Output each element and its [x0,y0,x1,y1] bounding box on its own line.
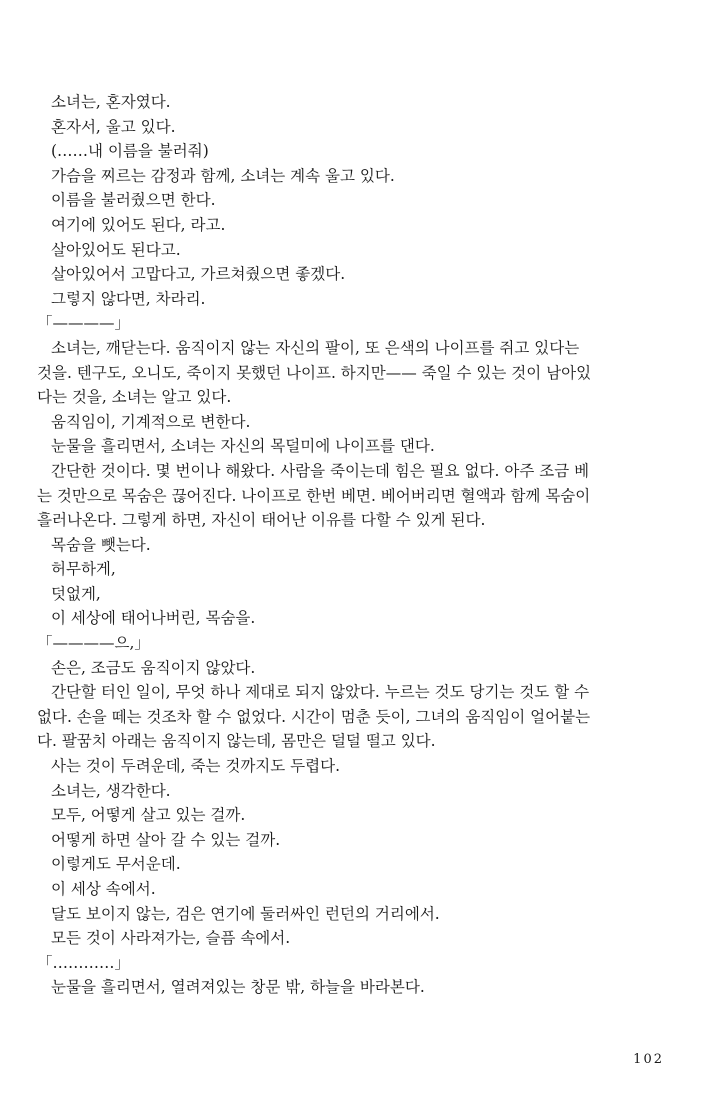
text-line: 이 세상 속에서. [51,880,156,898]
text-line: 다. 팔꿈치 아래는 움직이지 않는데, 몸만은 덜덜 떨고 있다. [37,732,436,751]
page-number: 102 [633,1052,664,1067]
text-line: 허무하게, [51,560,116,579]
text-line: 다는 것을, 소녀는 알고 있다. [37,388,232,407]
text-line: 그렇지 않다면, 차라리. [51,289,206,308]
text-line: 어떻게 하면 살아 갈 수 있는 걸까. [51,830,281,849]
text-line: 는 것만으로 목숨은 끊어진다. 나이프로 한번 베면. 베어버리면 혈액과 함께 목숨이 [37,486,591,505]
text-line: (……내 이름을 불러줘) [51,142,209,161]
text-line: 혼자서, 울고 있다. [51,117,176,136]
text-line: 모든 것이 사라져가는, 슬픔 속에서. [51,929,291,948]
text-line: 소녀는, 혼자였다. [51,93,171,111]
text-line: 「————」 [37,314,131,333]
text-line: 달도 보이지 않는, 검은 연기에 둘러싸인 런던의 거리에서. [51,904,440,923]
text-line: 소녀는, 깨닫는다. 움직이지 않는 자신의 팔이, 또 은색의 나이프를 쥐고 있다는 [51,338,580,357]
text-line: 눈물을 흘리면서, 소녀는 자신의 목덜미에 나이프를 댄다. [51,437,435,456]
text-line: 흘러나온다. 그렇게 하면, 자신이 태어난 이유를 다할 수 있게 된다. [37,511,486,530]
text-line: 살아있어도 된다고. [51,240,181,259]
text-line: 눈물을 흘리면서, 열려져있는 창문 밖, 하늘을 바라본다. [51,978,425,997]
text-line: 여기에 있어도 된다, 라고. [51,215,226,234]
text-line: 목숨을 뺏는다. [51,535,151,554]
body-text [37,90,667,1000]
text-line: 사는 것이 두려운데, 죽는 것까지도 두렵다. [51,757,341,776]
text-line: 「————으,」 [37,634,150,653]
text-line: 간단할 터인 일이, 무엇 하나 제대로 되지 않았다. 누르는 것도 당기는 것도 할 수 [51,683,590,702]
text-line: 소녀는, 생각한다. [51,781,171,800]
text-line: 살아있어서 고맙다고, 가르쳐줬으면 좋겠다. [51,265,346,284]
text-line: 움직임이, 기계적으로 변한다. [51,412,251,431]
text-line: 덧없게, [51,584,101,603]
text-line: 간단한 것이다. 몇 번이나 해왔다. 사람을 죽이는데 힘은 필요 없다. 아주 조금 베 [51,461,590,480]
text-line: 없다. 손을 떼는 것조차 할 수 없었다. 시간이 멈춘 듯이, 그녀의 움직임이 얼어붙는 [37,707,591,726]
text-line: 「…………」 [37,953,131,972]
text-line: 가슴을 찌르는 감정과 함께, 소녀는 계속 울고 있다. [51,166,395,185]
text-line: 것을. 텐구도, 오니도, 죽이지 못했던 나이프. 하지만—— 죽일 수 있는 것이 남아있 [37,363,592,382]
text-line: 이렇게도 무서운데. [51,855,181,874]
text-line: 이름을 불러줬으면 한다. [51,191,216,210]
text-line: 손은, 조금도 움직이지 않았다. [51,658,256,677]
text-line: 이 세상에 태어나버린, 목숨을. [51,609,256,628]
text-line: 모두, 어떻게 살고 있는 걸까. [51,806,246,825]
